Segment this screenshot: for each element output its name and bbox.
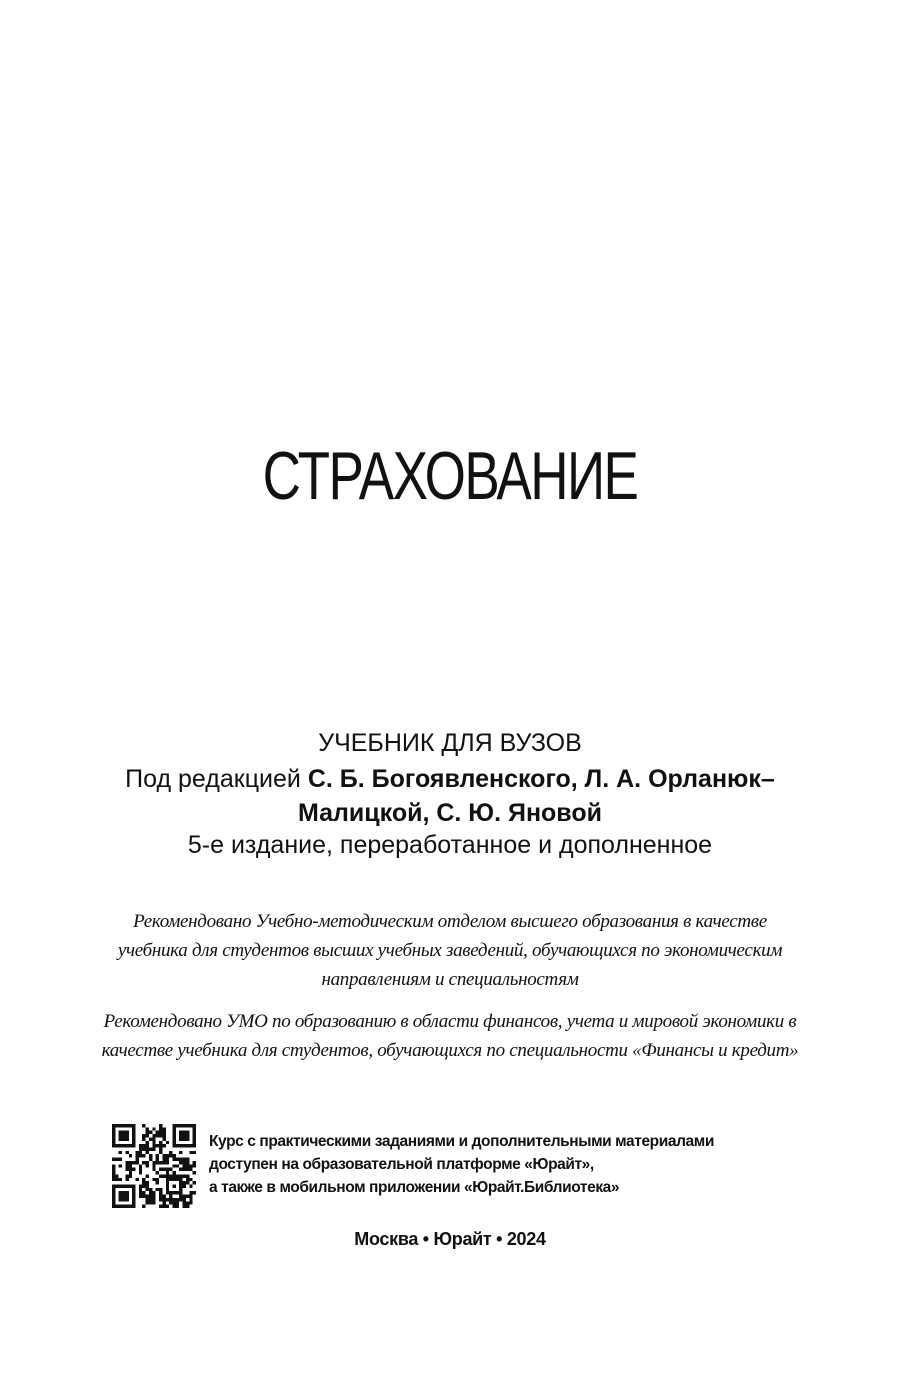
- publisher-imprint: Москва • Юрайт • 2024: [354, 1229, 546, 1249]
- editors-line: [120, 762, 780, 830]
- qr-code-graphic: [112, 1124, 196, 1208]
- book-title: СТРАХОВАНИЕ: [262, 438, 638, 514]
- qr-code-icon: [112, 1124, 196, 1208]
- course-line-1: Курс с практическими заданиями и дополнительными материалами: [209, 1133, 714, 1150]
- editors-prefix: Под редакцией: [125, 765, 308, 793]
- edition-info: 5-е издание, переработанное и дополненное: [187, 831, 713, 859]
- editors-names: С. Б. Богоявленского, Л. А. Орланюк–Малицкой, С. Ю. Яновой: [297, 765, 775, 827]
- book-subtitle: УЧЕБНИК ДЛЯ ВУЗОВ: [318, 729, 582, 757]
- recommendation-first: Рекомендовано Учебно-методическим отделом высшего образования в качестве учебника для студентов высших учебных заведений, обучающихся по экономическим направлениям и специальностям: [117, 911, 783, 990]
- course-line-3: а также в мобильном приложении «Юрайт.Библиотека»: [209, 1179, 620, 1196]
- recommendation-second: Рекомендовано УМО по образованию в области финансов, учета и мировой экономики в качестве учебника для студентов, обучающихся по специальности «Финансы и кредит»: [101, 1011, 799, 1061]
- course-line-2: доступен на образовательной платформе «Юрайт»,: [209, 1156, 594, 1173]
- course-info: [209, 1130, 809, 1199]
